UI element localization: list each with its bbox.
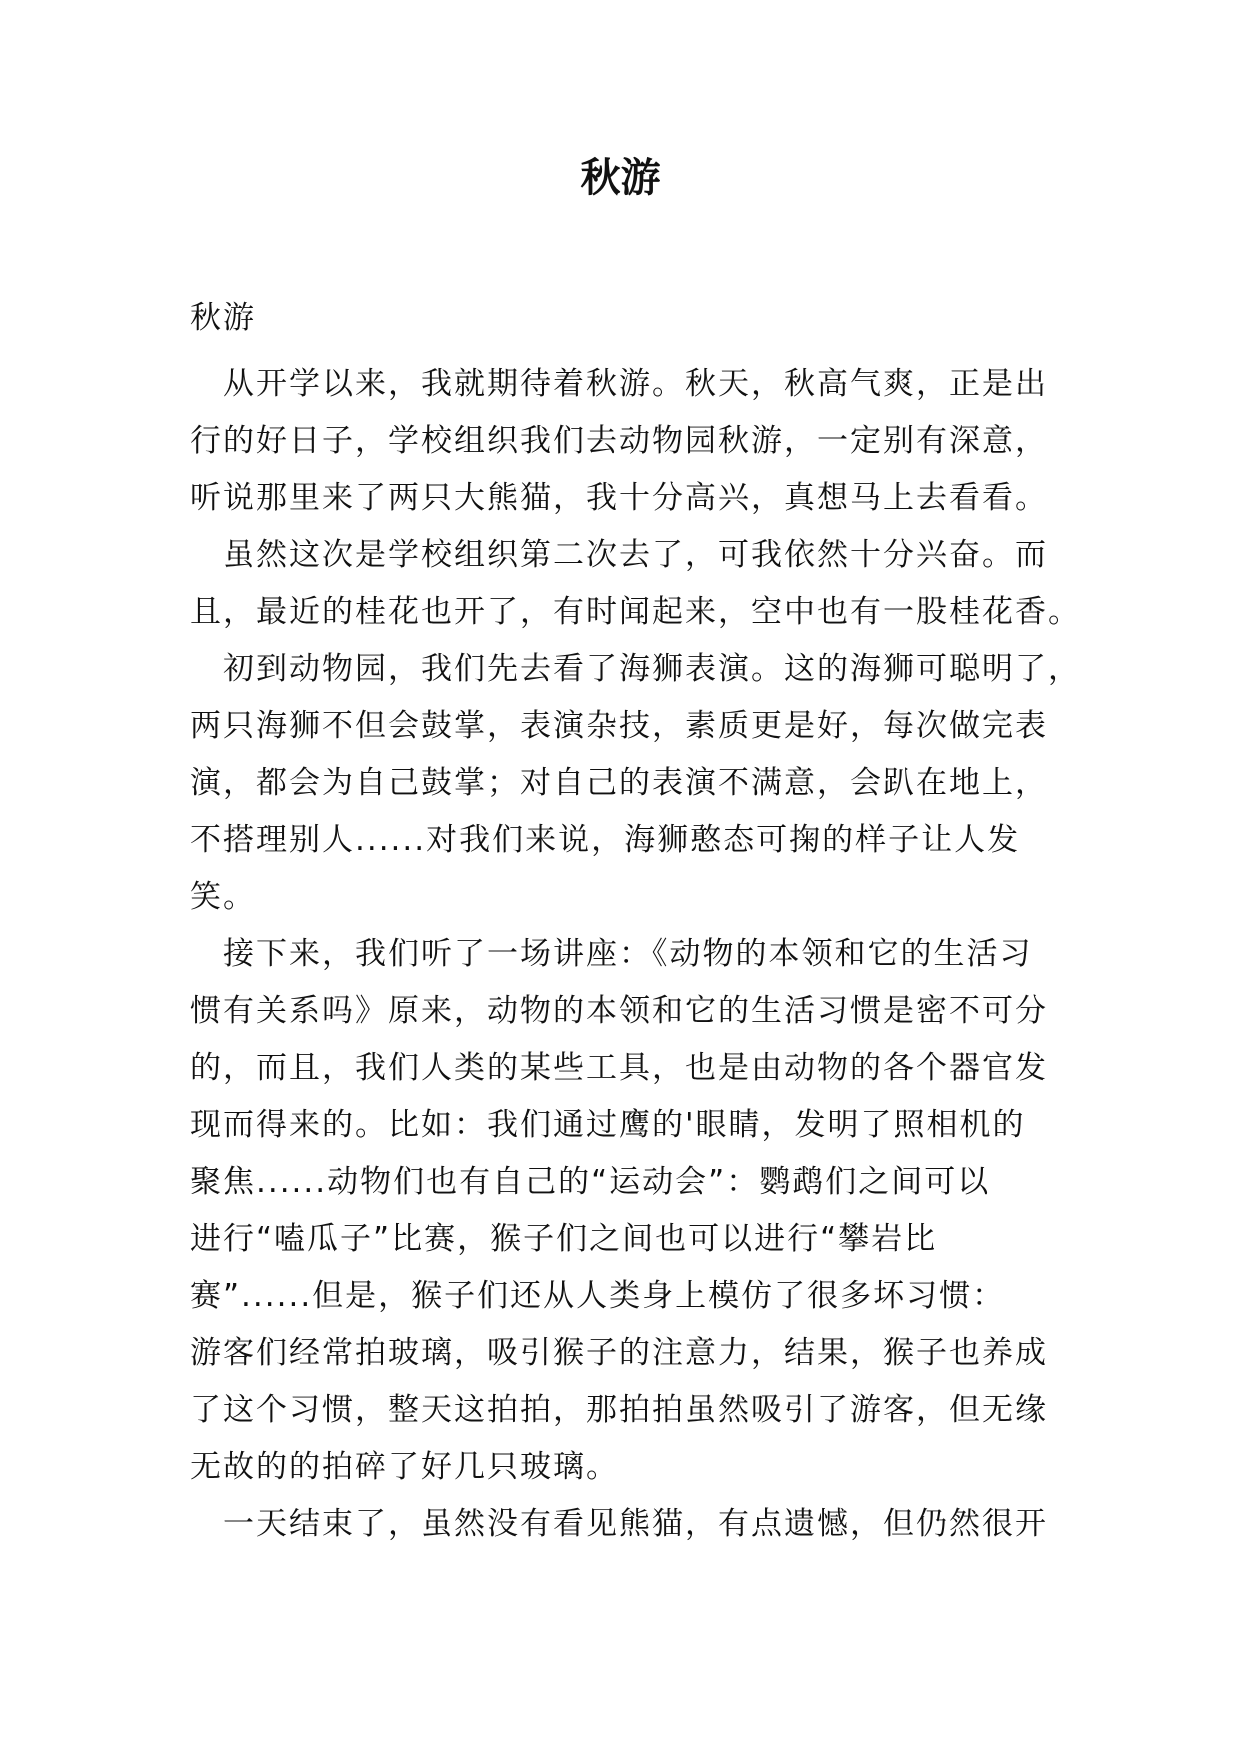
document-body <box>190 290 1081 1553</box>
text-line: 进行“嗑瓜子”比赛，猴子们之间也可以进行“攀岩比 <box>190 1221 938 1257</box>
text-line: 且，最近的桂花也开了，有时闻起来，空中也有一股桂花香。 <box>190 594 1081 630</box>
text-line: 了这个习惯，整天这拍拍，那拍拍虽然吸引了游客，但无缘 <box>190 1392 1048 1428</box>
text-line: 游客们经常拍玻璃，吸引猴子的注意力，结果，猴子也养成 <box>190 1335 1048 1371</box>
text-line: 演，都会为自己鼓掌；对自己的表演不满意，会趴在地上， <box>190 765 1048 801</box>
text-line: 现而得来的。比如：我们通过鹰的'眼睛，发明了照相机的 <box>190 1107 1026 1143</box>
document-title: 秋游 <box>580 154 661 201</box>
text-line: 惯有关系吗》原来，动物的本领和它的生活习惯是密不可分 <box>190 993 1048 1029</box>
text-line: 不搭理别人......对我们来说，海狮憨态可掬的样子让人发 <box>190 822 1021 858</box>
text-line: 行的好日子，学校组织我们去动物园秋游，一定别有深意， <box>190 423 1048 459</box>
text-line: 一天结束了，虽然没有看见熊猫，有点遗憾，但仍然很开 <box>190 1506 1048 1542</box>
text-line: 赛”......但是，猴子们还从人类身上模仿了很多坏习惯： <box>190 1278 1006 1314</box>
text-line: 无故的的拍碎了好几只玻璃。 <box>190 1449 619 1485</box>
document-subtitle: 秋游 <box>190 300 256 336</box>
text-line: 接下来，我们听了一场讲座：《动物的本领和它的生活习 <box>190 936 1033 972</box>
text-line: 笑。 <box>190 879 256 915</box>
text-line: 从开学以来，我就期待着秋游。秋天，秋高气爽，正是出 <box>190 366 1048 402</box>
text-line: 的，而且，我们人类的某些工具，也是由动物的各个器官发 <box>190 1050 1048 1086</box>
text-line: 虽然这次是学校组织第二次去了，可我依然十分兴奋。而 <box>190 537 1048 573</box>
text-line: 初到动物园，我们先去看了海狮表演。这的海狮可聪明了， <box>190 651 1081 687</box>
text-line: 两只海狮不但会鼓掌，表演杂技，素质更是好，每次做完表 <box>190 708 1048 744</box>
text-line: 聚焦......动物们也有自己的“运动会”：鹦鹉们之间可以 <box>190 1164 991 1200</box>
text-line: 听说那里来了两只大熊猫，我十分高兴，真想马上去看看。 <box>190 480 1048 516</box>
